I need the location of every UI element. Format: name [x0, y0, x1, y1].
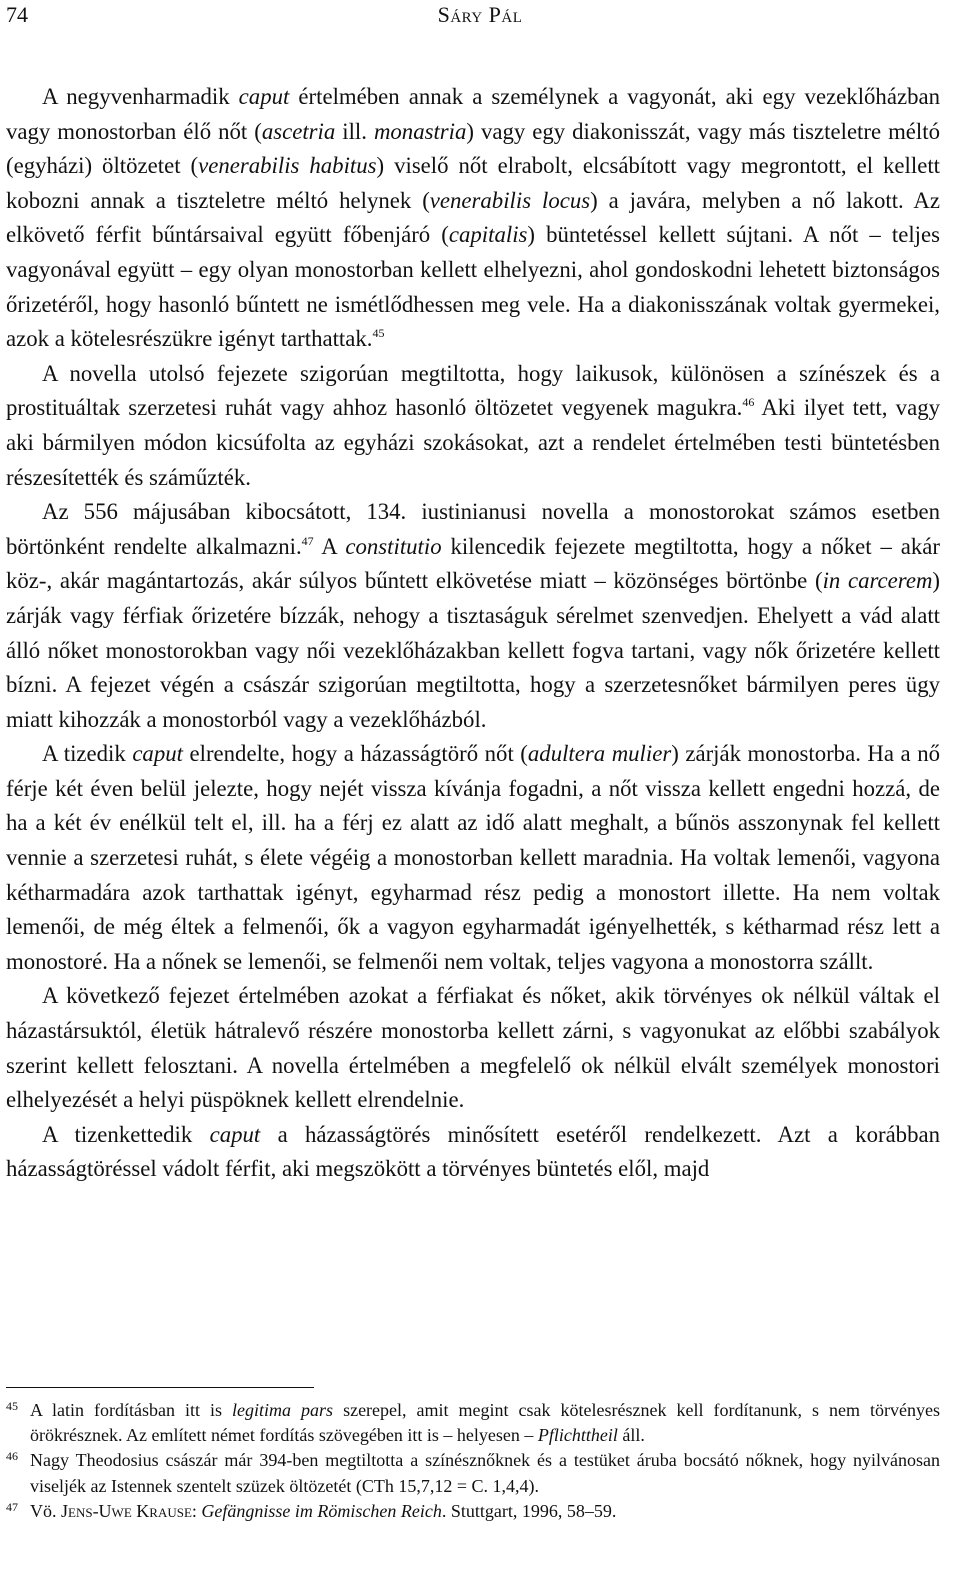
text-run: a házasságtörés minősített esetéről rendelkezett. Azt a korábban házasságtöréssel vádolt férfit, aki megszökött a törvényes büntetés elől, majd	[6, 1121, 940, 1182]
text-run: áll.	[617, 1425, 645, 1446]
italic-term: caput	[209, 1121, 261, 1147]
footnote	[6, 1499, 940, 1524]
text-run: ) zárják vagy férfiak őrizetére bízzák, nehogy a tisztaságuk sérelmet szenvedjen. Ehelyett a vád alatt álló nőket monostorokban vagy női vezeklőházakban kellett fogva tartani, vagy nők őrizetére kellett bízni. A fejezet végén a császár szigorúan megtiltotta, hogy a szerzetesnőket bármilyen peres ügy miatt kihozzák a monostorból vagy a vezeklőházból.	[6, 568, 940, 732]
text-run: értelmében annak a személynek a vagyonát, aki egy vezeklőházban vagy monostorban élő nőt (	[6, 84, 940, 144]
footnote-number: 46	[6, 1449, 18, 1464]
text-run: ) viselő nőt elrabolt, elcsábított vagy megrontott, el kellett kobozni annak a tiszteletre méltó helynek (	[6, 153, 940, 213]
text-run: Nagy Theodosius császár már 394-ben megtiltotta a színésznőknek és a testüket áruba bocsátó nőknek, hogy nyilvánosan viseljék az Istennek szentelt szüzek öltözetét (CTh 15,7,12 = C. 1,4,4).	[30, 1450, 940, 1496]
footnote	[6, 1448, 940, 1498]
paragraph	[6, 979, 940, 1117]
text-run: A tizedik	[42, 741, 133, 767]
text-run: A következő fejezet értelmében azokat a férfiakat és nőket, akik törvényes ok nélkül váltak el házastársuktól, életük hátralevő részére monostorba kellett zárni, s vagyonukat az előbbi szabályok szerint kellett felosztani. A novella értelmében a megfelelő ok nélkül elvált személyek monostori elhelyezését a helyi püspöknek kellett elrendelnie.	[6, 983, 940, 1113]
text-run: ill.	[335, 118, 374, 144]
author-name: Jens-Uwe Krause	[61, 1500, 192, 1521]
italic-term: constitutio	[345, 533, 442, 559]
italic-term: Pflichttheil	[537, 1425, 618, 1446]
italic-term: caput	[238, 84, 290, 109]
text-run: A novella utolsó fejezete szigorúan megtiltotta, hogy laikusok, különösen a színészek és a prostituáltak szerzetesi ruhát vagy ahhoz hasonló öltözetet vegyenek magukra.	[6, 360, 940, 421]
paragraph	[6, 80, 940, 357]
text-run: ) vagy egy diakonisszát, vagy más tiszteletre méltó (egyházi) öltözetet (	[6, 118, 940, 179]
text-run: szerepel, amit megint csak kötelesrésznek kell fordítanunk, s nem törvényes örökrésznek. Az említett német fordítás szövegében itt is – helyesen –	[30, 1400, 940, 1446]
page-number: 74	[6, 2, 28, 27]
italic-term: in carcerem	[822, 568, 933, 594]
text-run: ) zárják monostorba. Ha a nő férje két éven belül jelezte, hogy nejét vissza kívánja fogadni, a nőt vissza kellett engedni hozzá, de ha a két év enélkül telt el, ill. ha a férj ez alatt az idő alatt meghalt, a bűnös asszonynak fel kellett vennie a szerzetesi ruhát, s élete végéig a monostorban kellett maradnia. Ha voltak lemenői, vagyona kétharmadára azok tarthattak igényt, egyharmad rész pedig a monostort illette. Ha nem voltak lemenői, de még éltek a felmenői, ők a vagyon egyharmadát igényelhették, s kétharmad rész lett a monostoré. Ha a nőnek se lemenői, se felmenői nem voltak, teljes vagyona a monostorra szállt.	[6, 741, 940, 974]
footnote-number: 47	[6, 1499, 18, 1514]
page-header	[0, 0, 960, 30]
italic-term: venerabilis habitus	[198, 153, 377, 179]
footnote	[6, 1398, 940, 1448]
text-run: A latin fordításban itt is	[30, 1400, 233, 1420]
footnote-ref: 46	[742, 395, 755, 410]
text-run: A	[313, 533, 346, 559]
body-text	[6, 80, 940, 1187]
text-run: ) a javára, melyben a nő lakott. Az elkövető férfit bűntársaival együtt főbenjáró (	[6, 187, 940, 248]
paragraph	[6, 737, 940, 979]
paragraph	[6, 1118, 940, 1187]
italic-term: venerabilis locus	[429, 187, 591, 213]
footnote-ref: 45	[372, 326, 385, 341]
running-head: Sáry Pál	[437, 2, 523, 27]
text-run: ) büntetéssel kellett sújtani. A nőt – teljes vagyonával együtt – egy olyan monostorban kellett elhelyezni, ahol gondoskodni lehetett biztonságos őrizetéről, hogy hasonló bűntett ne ismétlődhessen meg vele. Ha a diakonisszának voltak gyermekei, azok a kötelesrészükre igényt tarthattak.	[6, 222, 941, 352]
text-run: :	[191, 1500, 202, 1521]
text-run: A tizenkettedik	[42, 1121, 210, 1147]
paragraph	[6, 495, 940, 737]
footnote-ref: 47	[301, 533, 314, 548]
paragraph	[6, 357, 940, 495]
footnote-number: 45	[6, 1399, 18, 1413]
italic-term: caput	[132, 741, 183, 767]
italic-term: monastria	[373, 118, 467, 144]
text-run: . Stuttgart, 1996, 58–59.	[441, 1500, 617, 1521]
italic-term: Gefängnisse im Römischen Reich	[201, 1500, 442, 1521]
italic-term: legitima pars	[232, 1400, 334, 1420]
text-run: Az 556 májusában kibocsátott, 134. iustinianusi novella a monostorokat számos esetben börtönként rendelte alkalmazni.	[6, 499, 940, 559]
text-run: Vö.	[30, 1500, 61, 1521]
text-run: Aki ilyet tett, vagy aki bármilyen módon kicsúfolta az egyházi szokásokat, azt a rendelet értelmében testi büntetésben részesítették és száműzték.	[6, 395, 940, 490]
italic-term: capitalis	[448, 222, 528, 248]
footnote-divider	[6, 1387, 314, 1388]
footnotes	[6, 1398, 940, 1524]
italic-term: adultera mulier	[527, 741, 672, 767]
text-run: kilencedik fejezete megtiltotta, hogy a nőket – akár köz-, akár magántartozás, akár súlyos bűntett elkövetése miatt – közönséges börtönbe (	[6, 533, 940, 594]
text-run: A negyvenharmadik	[42, 84, 239, 109]
italic-term: ascetria	[261, 118, 336, 144]
text-run: elrendelte, hogy a házasságtörő nőt (	[182, 741, 528, 767]
